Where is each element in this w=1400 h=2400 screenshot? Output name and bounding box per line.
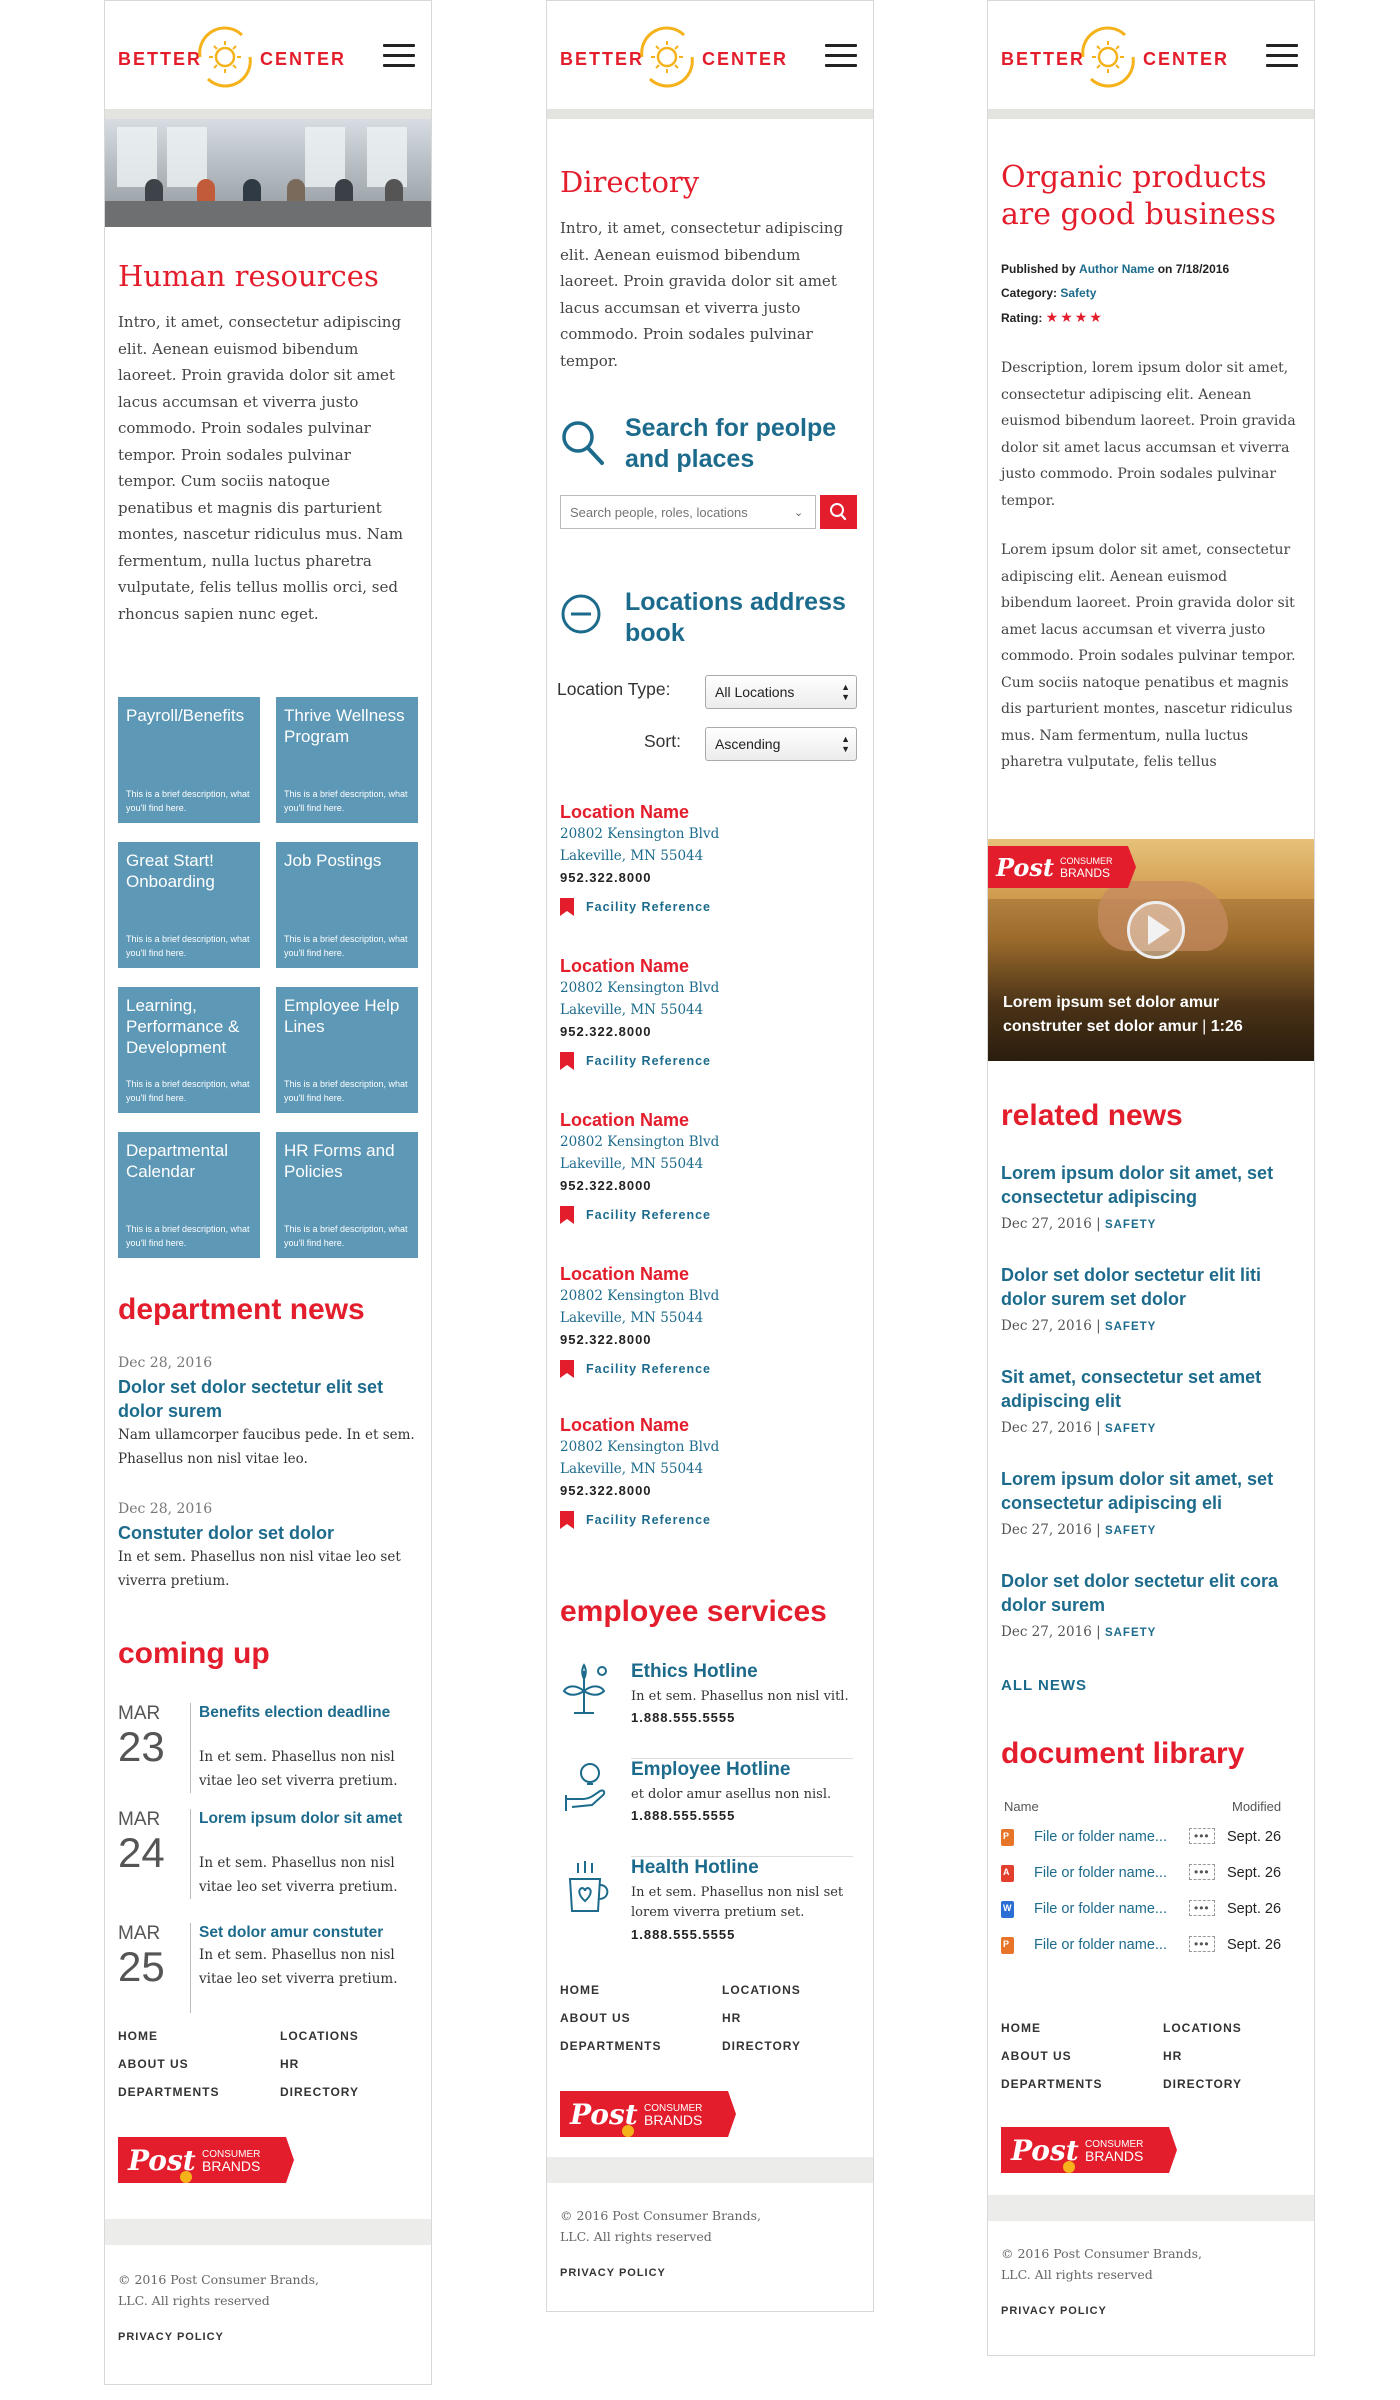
video-caption: Lorem ipsum set dolor amur construter set dolor amur | 1:26 bbox=[1003, 991, 1303, 1039]
tile-description: This is a brief description, what you'll find here. bbox=[284, 934, 408, 958]
footer-link-about-us[interactable]: ABOUT US bbox=[560, 2011, 631, 2025]
logo-word-left: BETTER bbox=[560, 49, 644, 69]
search-button[interactable] bbox=[820, 495, 857, 529]
logo-word-right: CENTER bbox=[260, 49, 347, 69]
location-type-select[interactable] bbox=[705, 675, 857, 709]
service-blurb: et dolor amur asellus non nisl. bbox=[631, 1787, 832, 1802]
document-modified: Sept. 26 bbox=[1227, 1829, 1282, 1845]
doc-column-modified[interactable]: Modified bbox=[1232, 1799, 1282, 1814]
footer-link-locations[interactable]: LOCATIONS bbox=[1163, 2021, 1242, 2035]
better-center-logo[interactable] bbox=[118, 19, 350, 99]
all-news-link[interactable]: ALL NEWS bbox=[1001, 1677, 1088, 1694]
locations-heading: Locations address book bbox=[625, 588, 846, 647]
service-blurb: In et sem. Phasellus non nisl vitl. bbox=[631, 1689, 849, 1704]
location-phone[interactable]: 952.322.8000 bbox=[560, 1178, 652, 1193]
site-header bbox=[547, 1, 873, 119]
facility-reference-link[interactable] bbox=[560, 1511, 860, 1529]
tile-title: Thrive Wellness Program bbox=[284, 706, 405, 746]
event-day: 25 bbox=[118, 1943, 165, 1990]
sun-logo-icon bbox=[190, 19, 260, 95]
better-center-logo[interactable] bbox=[1001, 19, 1233, 99]
bookmark-icon bbox=[560, 1360, 574, 1378]
facility-reference-label: Facility Reference bbox=[586, 1208, 711, 1222]
event-blurb: In et sem. Phasellus non nisl vitae leo set viverra pretium. bbox=[199, 1855, 398, 1895]
related-news-tag[interactable]: SAFETY bbox=[1104, 1525, 1157, 1537]
event-day: 23 bbox=[118, 1723, 165, 1770]
tile-description: This is a brief description, what you'll find here. bbox=[126, 1224, 250, 1248]
word-file-icon bbox=[1001, 1901, 1014, 1918]
pdf-file-icon bbox=[1001, 1865, 1014, 1882]
facility-reference-label: Facility Reference bbox=[586, 1362, 711, 1376]
better-center-logo[interactable] bbox=[560, 19, 792, 99]
location-address-1[interactable]: 20802 Kensington Blvd bbox=[560, 980, 720, 996]
post-logo-sub2: BRANDS bbox=[202, 2158, 261, 2174]
tile-onboarding[interactable] bbox=[118, 842, 260, 968]
document-name[interactable]: File or folder name... bbox=[1034, 1901, 1167, 1917]
related-news-date: Dec 27, 2016 bbox=[1001, 1216, 1092, 1232]
related-news-title[interactable]: Lorem ipsum dolor sit amet, set consectetur adipiscing eli bbox=[1001, 1469, 1274, 1513]
category-label: Category: bbox=[1001, 286, 1058, 300]
article-paragraph-1: Description, lorem ipsum dolor sit amet, consectetur adipiscing elit. Aenean euismod bibendum laoreet. Proin gravida dolor sit amet lacus accumsan et viverra justo commodo. Proin sodales pulvinar tempor. bbox=[1001, 360, 1296, 509]
footer-link-directory[interactable]: DIRECTORY bbox=[722, 2039, 802, 2053]
tile-payroll-benefits[interactable] bbox=[118, 697, 260, 823]
location-phone[interactable]: 952.322.8000 bbox=[560, 870, 652, 885]
footer-link-departments[interactable]: DEPARTMENTS bbox=[1001, 2077, 1103, 2091]
search-heading: Search for peolpe and places bbox=[625, 414, 837, 473]
article-title: Organic products are good business bbox=[1001, 160, 1276, 232]
post-logo-sub2: BRANDS bbox=[1085, 2148, 1144, 2164]
footer-link-home[interactable]: HOME bbox=[560, 1983, 600, 1997]
related-news-heading: related news bbox=[1001, 1099, 1183, 1132]
event-title[interactable]: Lorem ipsum dolor sit amet bbox=[199, 1810, 403, 1827]
news-title[interactable]: Constuter dolor set dolor bbox=[118, 1523, 334, 1543]
post-logo-word: Post bbox=[996, 853, 1055, 882]
event-month: MAR bbox=[118, 1923, 161, 1944]
location-address-1[interactable]: 20802 Kensington Blvd bbox=[560, 1134, 720, 1150]
star-rating-icon: ★★★★ bbox=[1045, 309, 1104, 325]
post-logo-sub1: CONSUMER bbox=[644, 2103, 703, 2114]
more-options-icon[interactable]: ••• bbox=[1189, 1900, 1215, 1916]
event-item[interactable] bbox=[118, 1923, 423, 2023]
rating-label: Rating: bbox=[1001, 311, 1043, 325]
bookmark-icon bbox=[560, 1052, 574, 1070]
location-address-1[interactable]: 20802 Kensington Blvd bbox=[560, 1288, 720, 1304]
sun-logo-icon bbox=[1073, 19, 1143, 95]
tile-title: Great Start! Onboarding bbox=[126, 851, 215, 891]
heart-mug-icon bbox=[560, 1857, 616, 1917]
document-library-heading: document library bbox=[1001, 1737, 1245, 1770]
document-modified: Sept. 26 bbox=[1227, 1865, 1282, 1881]
post-consumer-brands-logo[interactable] bbox=[118, 2137, 294, 2183]
video-caption-line-2: construter set dolor amur bbox=[1003, 1018, 1198, 1035]
article-page-screen bbox=[987, 0, 1315, 2356]
news-item[interactable] bbox=[118, 1501, 418, 1593]
select-value: Ascending bbox=[715, 736, 781, 752]
footer-link-home[interactable]: HOME bbox=[118, 2029, 158, 2043]
location-name[interactable]: Location Name bbox=[560, 1264, 690, 1284]
post-logo-word: Post bbox=[570, 2098, 638, 2131]
footer-link-directory[interactable]: DIRECTORY bbox=[280, 2085, 360, 2099]
select-arrows-icon: ▲ ▼ bbox=[841, 734, 850, 754]
service-title[interactable]: Ethics Hotline bbox=[631, 1661, 758, 1682]
event-title[interactable]: Benefits election deadline bbox=[199, 1704, 391, 1721]
footer-link-locations[interactable]: LOCATIONS bbox=[280, 2029, 359, 2043]
news-date: Dec 28, 2016 bbox=[118, 1355, 213, 1371]
related-news-date: Dec 27, 2016 bbox=[1001, 1624, 1092, 1640]
related-news-tag[interactable]: SAFETY bbox=[1104, 1423, 1157, 1435]
video-caption-line-1: Lorem ipsum set dolor amur bbox=[1003, 994, 1220, 1011]
powerpoint-file-icon bbox=[1001, 1829, 1014, 1846]
footer-divider bbox=[547, 2157, 873, 2183]
post-logo-icon bbox=[560, 2091, 736, 2137]
select-arrows-icon: ▲ ▼ bbox=[841, 682, 850, 702]
bookmark-icon bbox=[560, 1206, 574, 1224]
location-address-2[interactable]: Lakeville, MN 55044 bbox=[560, 848, 704, 864]
published-line bbox=[1001, 257, 1229, 281]
published-by-label: Published by bbox=[1001, 262, 1076, 276]
more-options-icon[interactable]: ••• bbox=[1189, 1864, 1215, 1880]
post-logo-word: Post bbox=[128, 2144, 196, 2177]
location-name[interactable]: Location Name bbox=[560, 1415, 690, 1435]
service-blurb: In et sem. Phasellus non nisl set lorem viverra pretium set. bbox=[631, 1885, 844, 1920]
chevron-down-icon[interactable]: ⌄ bbox=[794, 507, 804, 519]
page-intro: Intro, it amet, consectetur adipiscing elit. Aenean euismod bibendum laoreet. Proin gravida dolor sit amet lacus accumsan et viverra justo commodo. Proin sodales pulvinar tempor. Proin sodales pulvinar tempor. Cum sociis natoque penatibus et magnis dis parturient montes, nascetur ridiculus mus. Nam fermentum, nulla luctus pharetra vulputate, felis tellus mollis orci, sed rhoncus sapien nunc eget. bbox=[118, 313, 404, 623]
facility-reference-label: Facility Reference bbox=[586, 1513, 711, 1527]
service-item[interactable] bbox=[560, 1661, 860, 1759]
play-icon bbox=[1148, 915, 1170, 945]
tile-employee-help-lines[interactable] bbox=[276, 987, 418, 1113]
location-entry bbox=[560, 955, 860, 1070]
footer-link-hr[interactable]: HR bbox=[722, 2011, 742, 2025]
location-address-2[interactable]: Lakeville, MN 55044 bbox=[560, 1461, 704, 1477]
related-news-item[interactable]: Dolor set dolor sectetur elit cora dolor surem Dec 27, 2016 | SAFETY bbox=[1001, 1569, 1301, 1640]
sun-logo-icon bbox=[632, 19, 702, 95]
facility-reference-link[interactable] bbox=[560, 1206, 860, 1224]
related-news-title[interactable]: Lorem ipsum dolor sit amet, set consectetur adipiscing bbox=[1001, 1163, 1274, 1207]
related-news-title[interactable]: Sit amet, consectetur set amet adipiscing elit bbox=[1001, 1367, 1262, 1411]
logo-word-left: BETTER bbox=[1001, 49, 1085, 69]
location-entry bbox=[560, 1263, 860, 1378]
post-logo-icon bbox=[1001, 2127, 1177, 2173]
event-blurb: In et sem. Phasellus non nisl vitae leo set viverra pretium. bbox=[199, 1749, 398, 1789]
tile-title: Departmental Calendar bbox=[126, 1141, 229, 1181]
service-item[interactable] bbox=[560, 1857, 860, 1955]
post-logo-sub1: CONSUMER bbox=[1085, 2139, 1144, 2150]
footer-divider bbox=[988, 2195, 1314, 2221]
event-title[interactable]: Set dolor amur constuter bbox=[199, 1924, 384, 1941]
location-entry bbox=[560, 1414, 860, 1529]
rating-line bbox=[1001, 305, 1229, 330]
directory-search-input[interactable] bbox=[560, 495, 816, 529]
tile-thrive-wellness[interactable] bbox=[276, 697, 418, 823]
search-icon bbox=[820, 495, 857, 529]
location-phone[interactable]: 952.322.8000 bbox=[560, 1483, 652, 1498]
event-day: 24 bbox=[118, 1829, 165, 1876]
related-news-tag[interactable]: SAFETY bbox=[1104, 1321, 1157, 1333]
directory-page-screen bbox=[546, 0, 874, 2312]
select-value: All Locations bbox=[715, 684, 795, 700]
location-address-1[interactable]: 20802 Kensington Blvd bbox=[560, 826, 720, 842]
hr-page-screen bbox=[104, 0, 432, 2385]
post-logo-sub1: CONSUMER bbox=[1060, 856, 1113, 866]
service-phone[interactable]: 1.888.555.5555 bbox=[631, 1710, 736, 1725]
post-logo-sub2: BRANDS bbox=[1060, 866, 1111, 880]
page-title: Directory bbox=[560, 165, 700, 199]
logo-word-right: CENTER bbox=[702, 49, 789, 69]
related-news-date: Dec 27, 2016 bbox=[1001, 1522, 1092, 1538]
tile-title: Learning, Performance & Development bbox=[126, 996, 240, 1057]
file-type-letter: P bbox=[1003, 1831, 1010, 1841]
post-logo-sub2: BRANDS bbox=[644, 2112, 703, 2128]
tile-departmental-calendar[interactable] bbox=[118, 1132, 260, 1258]
tile-job-postings[interactable] bbox=[276, 842, 418, 968]
location-address-1[interactable]: 20802 Kensington Blvd bbox=[560, 1439, 720, 1455]
file-type-letter: P bbox=[1003, 1939, 1010, 1949]
post-logo-sub1: CONSUMER bbox=[202, 2149, 261, 2160]
post-consumer-brands-badge bbox=[988, 846, 1136, 888]
file-type-letter: W bbox=[1003, 1903, 1012, 1913]
footer-link-departments[interactable]: DEPARTMENTS bbox=[560, 2039, 662, 2053]
search-icon bbox=[560, 419, 606, 467]
lightbulb-hand-icon bbox=[560, 1759, 616, 1819]
tile-description: This is a brief description, what you'll find here. bbox=[284, 789, 408, 813]
tile-description: This is a brief description, what you'll find here. bbox=[126, 1079, 250, 1103]
event-month: MAR bbox=[118, 1703, 161, 1724]
tile-description: This is a brief description, what you'll find here. bbox=[284, 1079, 408, 1103]
video-player[interactable] bbox=[988, 839, 1314, 1061]
service-phone[interactable]: 1.888.555.5555 bbox=[631, 1927, 736, 1942]
related-news-tag[interactable]: SAFETY bbox=[1104, 1627, 1157, 1639]
event-month: MAR bbox=[118, 1809, 161, 1830]
department-news-heading: department news bbox=[118, 1293, 365, 1326]
tile-title: Employee Help Lines bbox=[284, 996, 400, 1036]
employee-services-heading: employee services bbox=[560, 1595, 827, 1628]
logo-word-left: BETTER bbox=[118, 49, 202, 69]
footer-nav bbox=[1001, 2021, 1301, 2091]
coming-up-heading: coming up bbox=[118, 1637, 270, 1670]
related-news-tag[interactable]: SAFETY bbox=[1104, 1219, 1157, 1231]
facility-reference-link[interactable] bbox=[560, 898, 860, 916]
tile-hr-forms-policies[interactable] bbox=[276, 1132, 418, 1258]
related-news-date: Dec 27, 2016 bbox=[1001, 1420, 1092, 1436]
sort-label: Sort: bbox=[644, 731, 681, 751]
event-blurb: In et sem. Phasellus non nisl vitae leo set viverra pretium. bbox=[199, 1947, 398, 1987]
privacy-policy-link[interactable]: PRIVACY POLICY bbox=[1001, 2305, 1107, 2317]
footer-link-departments[interactable]: DEPARTMENTS bbox=[118, 2085, 220, 2099]
hamburger-menu-icon[interactable] bbox=[825, 44, 857, 68]
publish-date: 7/18/2016 bbox=[1175, 262, 1230, 276]
tile-learning-development[interactable] bbox=[118, 987, 260, 1113]
related-news-item[interactable]: Dolor set dolor sectetur elit liti dolor surem set dolor Dec 27, 2016 | SAFETY bbox=[1001, 1263, 1301, 1334]
related-news-item[interactable]: Lorem ipsum dolor sit amet, set consectetur adipiscing Dec 27, 2016 | SAFETY bbox=[1001, 1161, 1301, 1232]
page-title: Human resources bbox=[118, 259, 379, 293]
event-item[interactable] bbox=[118, 1703, 423, 1803]
footer-nav bbox=[118, 2029, 418, 2099]
hamburger-menu-icon[interactable] bbox=[383, 44, 415, 68]
more-options-icon[interactable]: ••• bbox=[1189, 1828, 1215, 1844]
location-entry bbox=[560, 1109, 860, 1224]
document-row[interactable] bbox=[1001, 1827, 1311, 1851]
footer-link-home[interactable]: HOME bbox=[1001, 2021, 1041, 2035]
related-news-title[interactable]: Dolor set dolor sectetur elit liti dolor surem set dolor bbox=[1001, 1265, 1262, 1309]
service-title[interactable]: Health Hotline bbox=[631, 1857, 759, 1878]
privacy-policy-link[interactable]: PRIVACY POLICY bbox=[118, 2331, 224, 2343]
location-name[interactable]: Location Name bbox=[560, 1110, 690, 1130]
site-header bbox=[105, 1, 431, 119]
post-logo-icon bbox=[118, 2137, 294, 2183]
related-news-item[interactable]: Sit amet, consectetur set amet adipiscing elit Dec 27, 2016 | SAFETY bbox=[1001, 1365, 1301, 1436]
bookmark-icon bbox=[560, 1511, 574, 1529]
file-type-letter: A bbox=[1003, 1867, 1010, 1877]
document-name[interactable]: File or folder name... bbox=[1034, 1937, 1167, 1953]
logo-word-right: CENTER bbox=[1143, 49, 1230, 69]
event-item[interactable] bbox=[118, 1809, 423, 1909]
copyright-text: © 2016 Post Consumer Brands, LLC. All rights reserved bbox=[560, 2208, 761, 2244]
location-address-2[interactable]: Lakeville, MN 55044 bbox=[560, 1156, 704, 1172]
footer-link-hr[interactable]: HR bbox=[280, 2057, 300, 2071]
document-row[interactable] bbox=[1001, 1935, 1311, 1959]
office-hero-image bbox=[105, 119, 431, 227]
news-title[interactable]: Dolor set dolor sectetur elit set dolor surem bbox=[118, 1377, 384, 1421]
document-row[interactable] bbox=[1001, 1863, 1311, 1887]
location-address-2[interactable]: Lakeville, MN 55044 bbox=[560, 1310, 704, 1326]
document-name[interactable]: File or folder name... bbox=[1034, 1829, 1167, 1845]
post-logo-word: Post bbox=[1011, 2134, 1079, 2167]
privacy-policy-link[interactable]: PRIVACY POLICY bbox=[560, 2267, 666, 2279]
related-news-title[interactable]: Dolor set dolor sectetur elit cora dolor surem bbox=[1001, 1571, 1279, 1615]
author-link[interactable]: Author Name bbox=[1079, 262, 1155, 276]
news-date: Dec 28, 2016 bbox=[118, 1501, 213, 1517]
powerpoint-file-icon bbox=[1001, 1937, 1014, 1954]
article-meta bbox=[1001, 257, 1229, 330]
post-consumer-brands-logo[interactable] bbox=[1001, 2127, 1177, 2173]
location-address-2[interactable]: Lakeville, MN 55044 bbox=[560, 1002, 704, 1018]
footer-link-about-us[interactable]: ABOUT US bbox=[1001, 2049, 1072, 2063]
hamburger-menu-icon[interactable] bbox=[1266, 44, 1298, 68]
site-header bbox=[988, 1, 1314, 119]
copyright-text: © 2016 Post Consumer Brands, LLC. All rights reserved bbox=[118, 2272, 319, 2308]
footer-link-about-us[interactable]: ABOUT US bbox=[118, 2057, 189, 2071]
footer-nav bbox=[560, 1983, 860, 2053]
location-type-label: Location Type: bbox=[557, 679, 671, 699]
location-phone[interactable]: 952.322.8000 bbox=[560, 1024, 652, 1039]
footer-link-locations[interactable]: LOCATIONS bbox=[722, 1983, 801, 1997]
news-item[interactable] bbox=[118, 1355, 418, 1471]
bookmark-icon bbox=[560, 898, 574, 916]
tile-title: Payroll/Benefits bbox=[126, 706, 245, 725]
location-phone[interactable]: 952.322.8000 bbox=[560, 1332, 652, 1347]
facility-reference-link[interactable] bbox=[560, 1052, 860, 1070]
tile-title: HR Forms and Policies bbox=[284, 1141, 395, 1181]
video-duration: 1:26 bbox=[1210, 1018, 1243, 1035]
tile-description: This is a brief description, what you'll find here. bbox=[126, 934, 250, 958]
category-link[interactable]: Safety bbox=[1060, 286, 1097, 300]
service-phone[interactable]: 1.888.555.5555 bbox=[631, 1808, 736, 1823]
facility-reference-link[interactable] bbox=[560, 1360, 860, 1378]
sort-select[interactable] bbox=[705, 727, 857, 761]
facility-reference-label: Facility Reference bbox=[586, 1054, 711, 1068]
post-consumer-brands-logo[interactable] bbox=[560, 2091, 736, 2137]
more-options-icon[interactable]: ••• bbox=[1189, 1936, 1215, 1952]
service-item[interactable] bbox=[560, 1759, 860, 1857]
location-entry bbox=[560, 801, 860, 916]
article-paragraph-2: Lorem ipsum dolor sit amet, consectetur adipiscing elit. Aenean euismod bibendum laoreet. Proin gravida dolor sit amet lacus accumsan et viverra justo commodo. Proin sodales pulvinar tempor. Cum sociis natoque penatibus et magnis dis parturient montes, nascetur ridiculus mus. Nam fermentum, nulla luctus pharetra vulputate, felis tellus bbox=[1001, 542, 1296, 770]
tile-description: This is a brief description, what you'll find here. bbox=[284, 1224, 408, 1248]
footer-divider bbox=[105, 2219, 431, 2245]
doc-column-name[interactable]: Name bbox=[1004, 1799, 1039, 1814]
tile-title: Job Postings bbox=[284, 851, 382, 870]
collapse-minus-icon[interactable] bbox=[560, 593, 602, 635]
page-intro: Intro, it amet, consectetur adipiscing elit. Aenean euismod bibendum laoreet. Proin gravida dolor sit amet lacus accumsan et viverra justo commodo. Proin sodales pulvinar tempor. bbox=[560, 219, 844, 370]
category-line bbox=[1001, 281, 1229, 305]
news-blurb: In et sem. Phasellus non nisl vitae leo set viverra pretium. bbox=[118, 1549, 401, 1589]
document-row[interactable] bbox=[1001, 1899, 1311, 1923]
facility-reference-label: Facility Reference bbox=[586, 900, 711, 914]
footer-link-hr[interactable]: HR bbox=[1163, 2049, 1183, 2063]
service-title[interactable]: Employee Hotline bbox=[631, 1759, 791, 1780]
on-label: on bbox=[1157, 262, 1173, 276]
related-news-item[interactable]: Lorem ipsum dolor sit amet, set consectetur adipiscing eli Dec 27, 2016 | SAFETY bbox=[1001, 1467, 1301, 1538]
document-modified: Sept. 26 bbox=[1227, 1901, 1282, 1917]
document-name[interactable]: File or folder name... bbox=[1034, 1865, 1167, 1881]
news-blurb: Nam ullamcorper faucibus pede. In et sem. Phasellus non nisl vitae leo. bbox=[118, 1427, 415, 1467]
location-name[interactable]: Location Name bbox=[560, 956, 690, 976]
location-name[interactable]: Location Name bbox=[560, 802, 690, 822]
tile-description: This is a brief description, what you'll find here. bbox=[126, 789, 250, 813]
plant-icon bbox=[560, 1661, 616, 1721]
copyright-text: © 2016 Post Consumer Brands, LLC. All rights reserved bbox=[1001, 2246, 1202, 2282]
related-news-date: Dec 27, 2016 bbox=[1001, 1318, 1092, 1334]
document-modified: Sept. 26 bbox=[1227, 1937, 1282, 1953]
footer-link-directory[interactable]: DIRECTORY bbox=[1163, 2077, 1243, 2091]
